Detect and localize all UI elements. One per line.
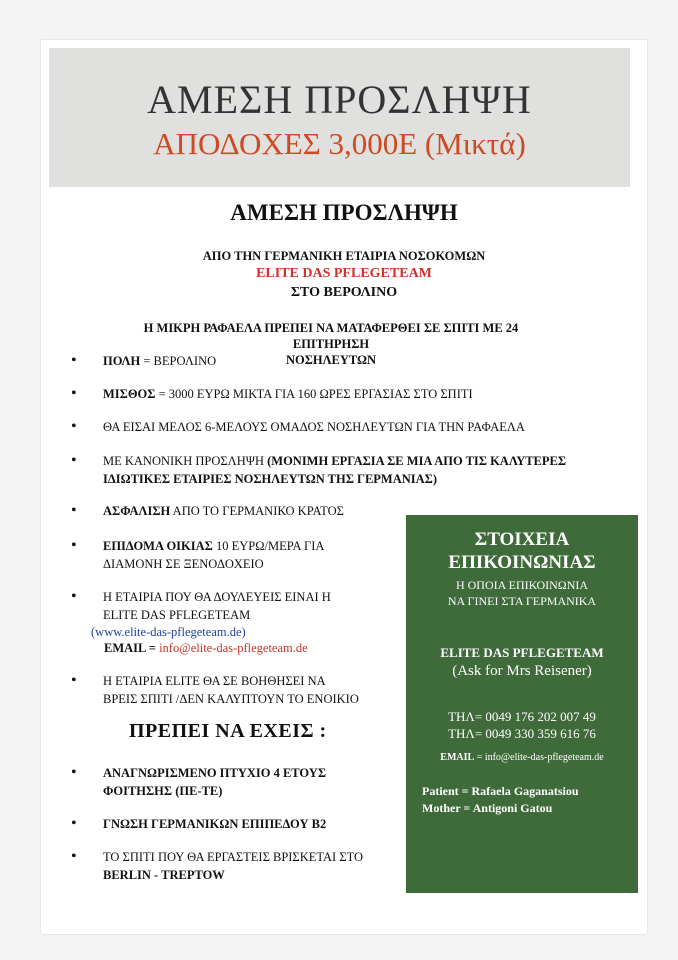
- banner-title: ΑΜΕΣΗ ΠΡΟΣΛΗΨΗ: [147, 77, 532, 122]
- company-intro: ΑΠΟ ΤΗΝ ΓΕΡΜΑΝΙΚΗ ΕΤΑΙΡΙΑ ΝΟΣΟΚΟΜΩΝ: [202, 249, 486, 263]
- city-line: ΣΤΟ ΒΕΡΟΛΙΝΟ: [290, 285, 398, 300]
- intro-text: Η ΜΙΚΡΗ ΡΑΦΑΕΛΑ ΠΡΕΠΕΙ ΝΑ ΜΑΤΑΦΕΡΘΕΙ ΣΕ ΣΠΙΤΙ ΜΕ 24 ΕΠΙΤΗΡΗΣΗ ΝΟΣΗΛΕΥΤΩΝ: [143, 321, 519, 367]
- bullet-dot-icon: •: [71, 385, 77, 402]
- bullet-dot-icon: •: [71, 418, 77, 435]
- contact-title: ΣΤΟΙΧΕΙΑ ΕΠΙΚΟΙΝΩΝΙΑΣ: [448, 529, 596, 573]
- contact-phone-1[interactable]: ΤΗΛ= 0049 176 202 007 49: [448, 709, 596, 724]
- contact-box: [406, 515, 638, 893]
- requirements-heading: ΠΡΕΠΕΙ ΝΑ ΕΧΕΙΣ :: [129, 720, 327, 742]
- header-banner: [49, 48, 630, 187]
- website-link[interactable]: (www.elite-das-pflegeteam.de): [91, 625, 246, 639]
- bullet-dot-icon: •: [71, 815, 77, 832]
- contact-ask: (Ask for Mrs Reisener): [452, 663, 592, 679]
- banner-salary: ΑΠΟΔΟΧΕΣ 3,000Ε (Μικτά): [153, 126, 526, 161]
- main-heading: ΑΜΕΣΗ ΠΡΟΣΛΗΨΗ: [230, 200, 458, 225]
- bullet-dot-icon: •: [71, 537, 77, 554]
- company-name: ELITE DAS PFLEGETEAM: [256, 266, 432, 281]
- bullet-dot-icon: •: [71, 848, 77, 865]
- contact-email[interactable]: EMAIL = info@elite-das-pflegeteam.de: [440, 752, 604, 763]
- bullet-dot-icon: •: [71, 502, 77, 519]
- contact-phone-2[interactable]: ΤΗΛ= 0049 330 359 616 76: [448, 726, 596, 741]
- email-line: EMAIL = info@elite-das-pflegeteam.de: [104, 641, 308, 655]
- bullet-dot-icon: •: [71, 452, 77, 469]
- contact-company: ELITE DAS PFLEGETEAM: [440, 645, 604, 660]
- bullet-dot-icon: •: [71, 352, 77, 369]
- bullet-dot-icon: •: [71, 672, 77, 689]
- flyer-page: ΑΜΕΣΗ ΠΡΟΣΛΗΨΗ ΑΠΟΔΟΧΕΣ 3,000Ε (Μικτά) ΑΜΕΣΗ ΠΡΟΣΛΗΨΗ ΑΠΟ ΤΗΝ ΓΕΡΜΑΝΙΚΗ ΕΤΑΙΡΙΑ ΝΟΣΟΚΟΜΩΝ ELITE DAS PFLEGETEAM ΣΤΟ ΒΕΡΟΛΙΝΟ Η ΜΙΚΡΗ ΡΑΦΑΕΛΑ ΠΡΕΠΕΙ ΝΑ ΜΑΤΑΦΕΡΘΕΙ ΣΕ ΣΠΙΤΙ ΜΕ 24 ΕΠΙΤΗΡΗΣΗ ΝΟΣΗΛΕΥΤΩΝ • ΠΟΛΗ = ΒΕΡΟΛΙΝΟ • ΜΙΣΘΟΣ = 3000 ΕΥΡΩ ΜΙΚΤΑ ΓΙΑ 160 ΩΡΕΣ ΕΡΓΑΣΙΑΣ ΣΤΟ ΣΠΙΤΙ • ΘΑ ΕΙΣΑΙ ΜΕΛΟΣ 6-ΜΕΛΟΥΣ ΟΜΑΔΟΣ ΝΟΣΗΛΕΥΤΩΝ ΓΙΑ ΤΗΝ ΡΑΦΑΕΛΑ • ΜΕ ΚΑΝΟΝΙΚΗ ΠΡΟΣΛΗΨΗ (ΜΟΝΙΜΗ ΕΡΓΑΣΙΑ ΣΕ ΜΙΑ ΑΠΟ ΤΙΣ ΚΑΛΥΤΕΡΕΣ ΙΔΙΩΤΙΚΕΣ ΕΤΑΙΡΙΕΣ ΝΟΣΗΛΕΥΤΩΝ ΤΗΣ ΓΕΡΜΑΝΙΑΣ) • ΑΣΦΑΛΙΣΗ ΑΠΟ ΤΟ ΓΕΡΜΑΝΙΚΟ ΚΡΑΤΟΣ • ΕΠΙΔΟΜΑ ΟΙΚΙΑΣ 10 ΕΥΡΩ/ΜΕΡΑ ΓΙΑ ΔΙΑΜΟΝΗ ΣΕ ΞΕΝΟΔΟΧΕΙΟ • Η ΕΤΑΙΡΙΑ ΠΟΥ ΘΑ ΔΟΥΛΕΥΕΙΣ ΕΙΝΑΙ Η ELITE DAS PFLEGETEAM (www.elite-das-pflegeteam.de) EMAIL = info@elite-das-pflegeteam.de • Η ΕΤΑΙΡΙΑ ELITE ΘΑ ΣΕ ΒΟΗΘΗΣΕΙ ΝΑ ΒΡΕΙΣ ΣΠΙΤΙ /ΔΕΝ ΚΑΛΥΠΤΟΥΝ ΤΟ ΕΝΟΙΚΙΟ ΠΡΕΠΕΙ ΝΑ ΕΧΕΙΣ : • ΑΝΑΓΝΩΡΙΣΜΕΝΟ ΠΤΥΧΙΟ 4 ΕΤΟΥΣ ΦΟΙΤΗΣΗΣ (ΠΕ-ΤΕ) • ΓΝΩΣΗ ΓΕΡΜΑΝΙΚΩΝ ΕΠΙΠΕΔΟΥ Β2 • ΤΟ ΣΠΙΤΙ ΠΟΥ ΘΑ ΕΡΓΑΣΤΕΙΣ ΒΡΙΣΚΕΤΑΙ ΣΤΟ BERLIN - TREPTOW ΣΤΟΙΧΕΙΑ ΕΠΙΚΟΙΝΩΝΙΑΣ Η ΟΠΟΙΑ ΕΠΙΚΟΙΝΩΝΙΑ ΝΑ ΓΙΝΕΙ ΣΤΑ ΓΕΡΜΑΝΙΚΑ ELITE DAS PFLEGETEAM (Ask for Mrs Reisener) ΤΗΛ= 0049 176 202 007 49 ΤΗΛ= 0049 330 359 616 76 EMAIL = info@elite-das-pflegeteam.de Patient = Rafaela Gaganatsiou Mother = Antigoni Gatou: [41, 40, 647, 934]
- contact-mother: Mother = Antigoni Gatou: [422, 801, 553, 815]
- bullet-dot-icon: •: [71, 588, 77, 605]
- contact-patient: Patient = Rafaela Gaganatsiou: [422, 784, 579, 798]
- email-link[interactable]: info@elite-das-pflegeteam.de: [159, 641, 308, 655]
- bullet-dot-icon: •: [71, 764, 77, 781]
- contact-note: Η ΟΠΟΙΑ ΕΠΙΚΟΙΝΩΝΙΑ ΝΑ ΓΙΝΕΙ ΣΤΑ ΓΕΡΜΑΝΙΚΑ: [447, 578, 597, 608]
